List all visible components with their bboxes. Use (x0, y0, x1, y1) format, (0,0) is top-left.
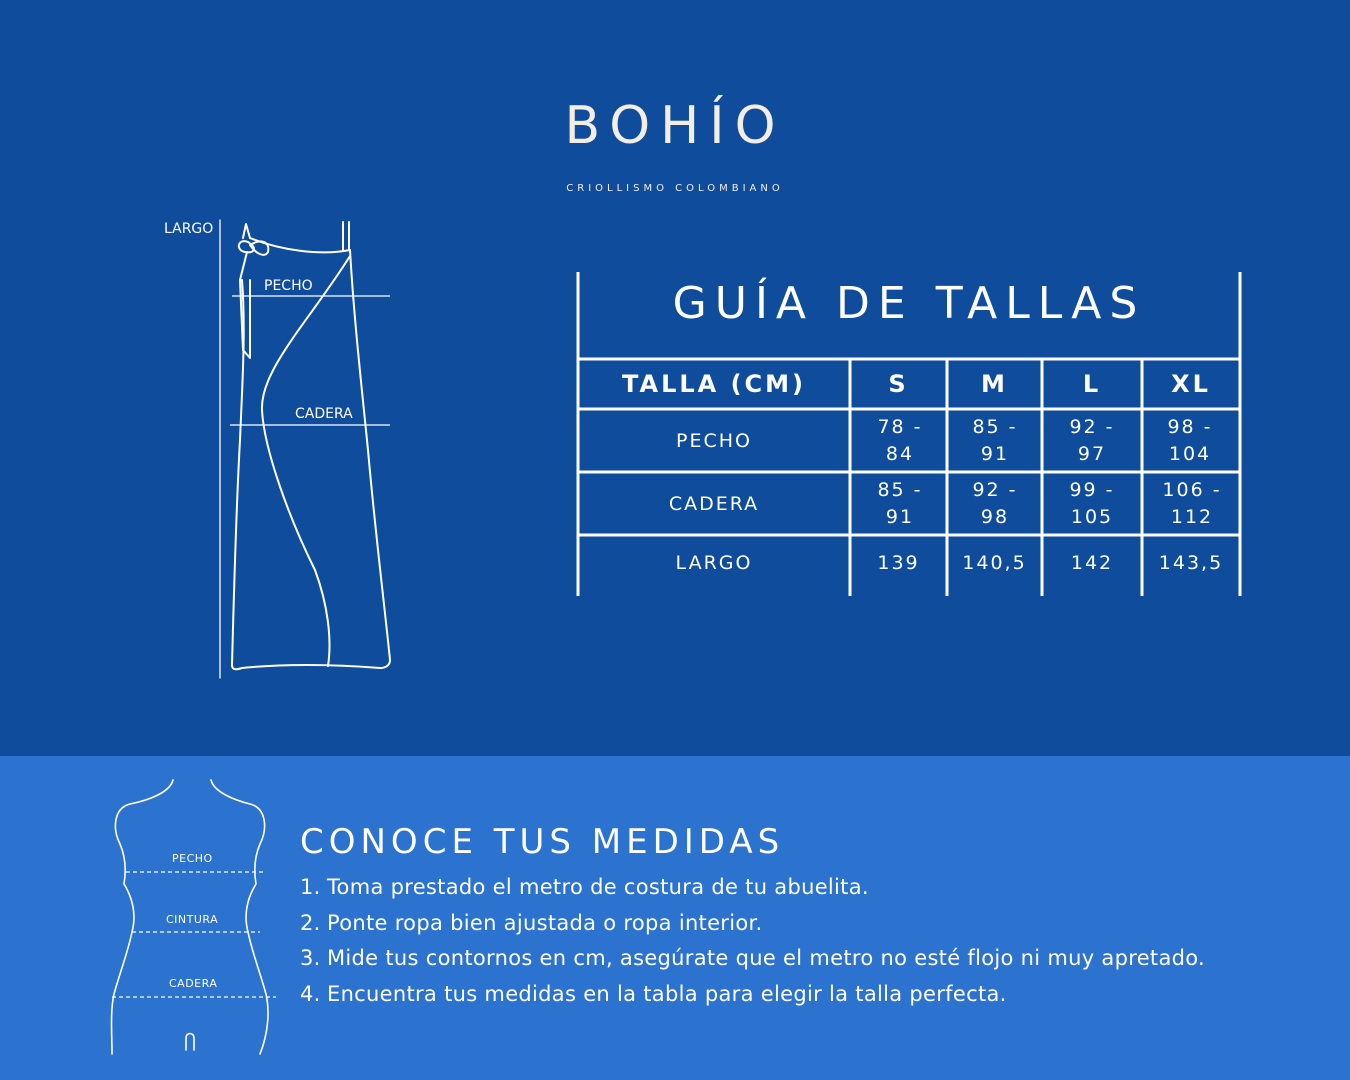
header-talla: TALLA (CM) (621, 369, 807, 398)
measure-steps-list (300, 870, 1205, 1012)
header-l: L (1082, 369, 1102, 398)
cell-largo-s: 139 (877, 551, 920, 574)
cell-cadera-s: 85 - 91 (877, 479, 923, 528)
largo-label: LARGO (164, 221, 214, 237)
cell-cadera-xl: 106 - 112 (1162, 479, 1222, 528)
row-label-cadera: CADERA (668, 492, 760, 515)
cadera-label: CADERA (295, 406, 353, 422)
list-item: 4. Encuentra tus medidas en la tabla para elegir la talla perfecta. (300, 981, 1007, 1006)
torso-pecho-label: PECHO (172, 852, 213, 865)
brand-tagline: CRIOLLISMO COLOMBIANO (566, 183, 784, 194)
torso-cintura-label: CINTURA (166, 913, 219, 926)
header-s: S (888, 369, 909, 398)
cell-largo-xl: 143,5 (1158, 551, 1224, 574)
cell-pecho-s: 78 - 84 (877, 416, 923, 465)
cell-pecho-xl: 98 - 104 (1167, 416, 1213, 465)
cell-pecho-m: 85 - 91 (972, 416, 1018, 465)
list-item: 1. Toma prestado el metro de costura de tu abuelita. (300, 875, 869, 899)
cell-largo-l: 142 (1070, 551, 1114, 574)
cell-pecho-l: 92 - 97 (1069, 416, 1115, 465)
brand-logo: BOHÍO (564, 96, 786, 156)
list-item: 3. Mide tus contornos en cm, asegúrate que el metro no esté flojo ni muy apretado. (300, 946, 1206, 970)
torso-cadera-label: CADERA (169, 977, 218, 990)
size-table-title: GUÍA DE TALLAS (672, 278, 1146, 329)
cell-cadera-l: 99 - 105 (1069, 479, 1115, 528)
cell-largo-m: 140,5 (962, 551, 1027, 574)
header-xl: XL (1171, 369, 1211, 398)
header-m: M (981, 369, 1008, 398)
list-item: 2. Ponte ropa bien ajustada o ropa interior. (300, 910, 763, 935)
cell-cadera-m: 92 - 98 (972, 479, 1018, 528)
row-label-pecho: PECHO (676, 429, 752, 452)
measure-steps-title: CONOCE TUS MEDIDAS (300, 822, 785, 862)
pecho-label: PECHO (264, 278, 313, 294)
row-label-largo: LARGO (675, 551, 753, 574)
